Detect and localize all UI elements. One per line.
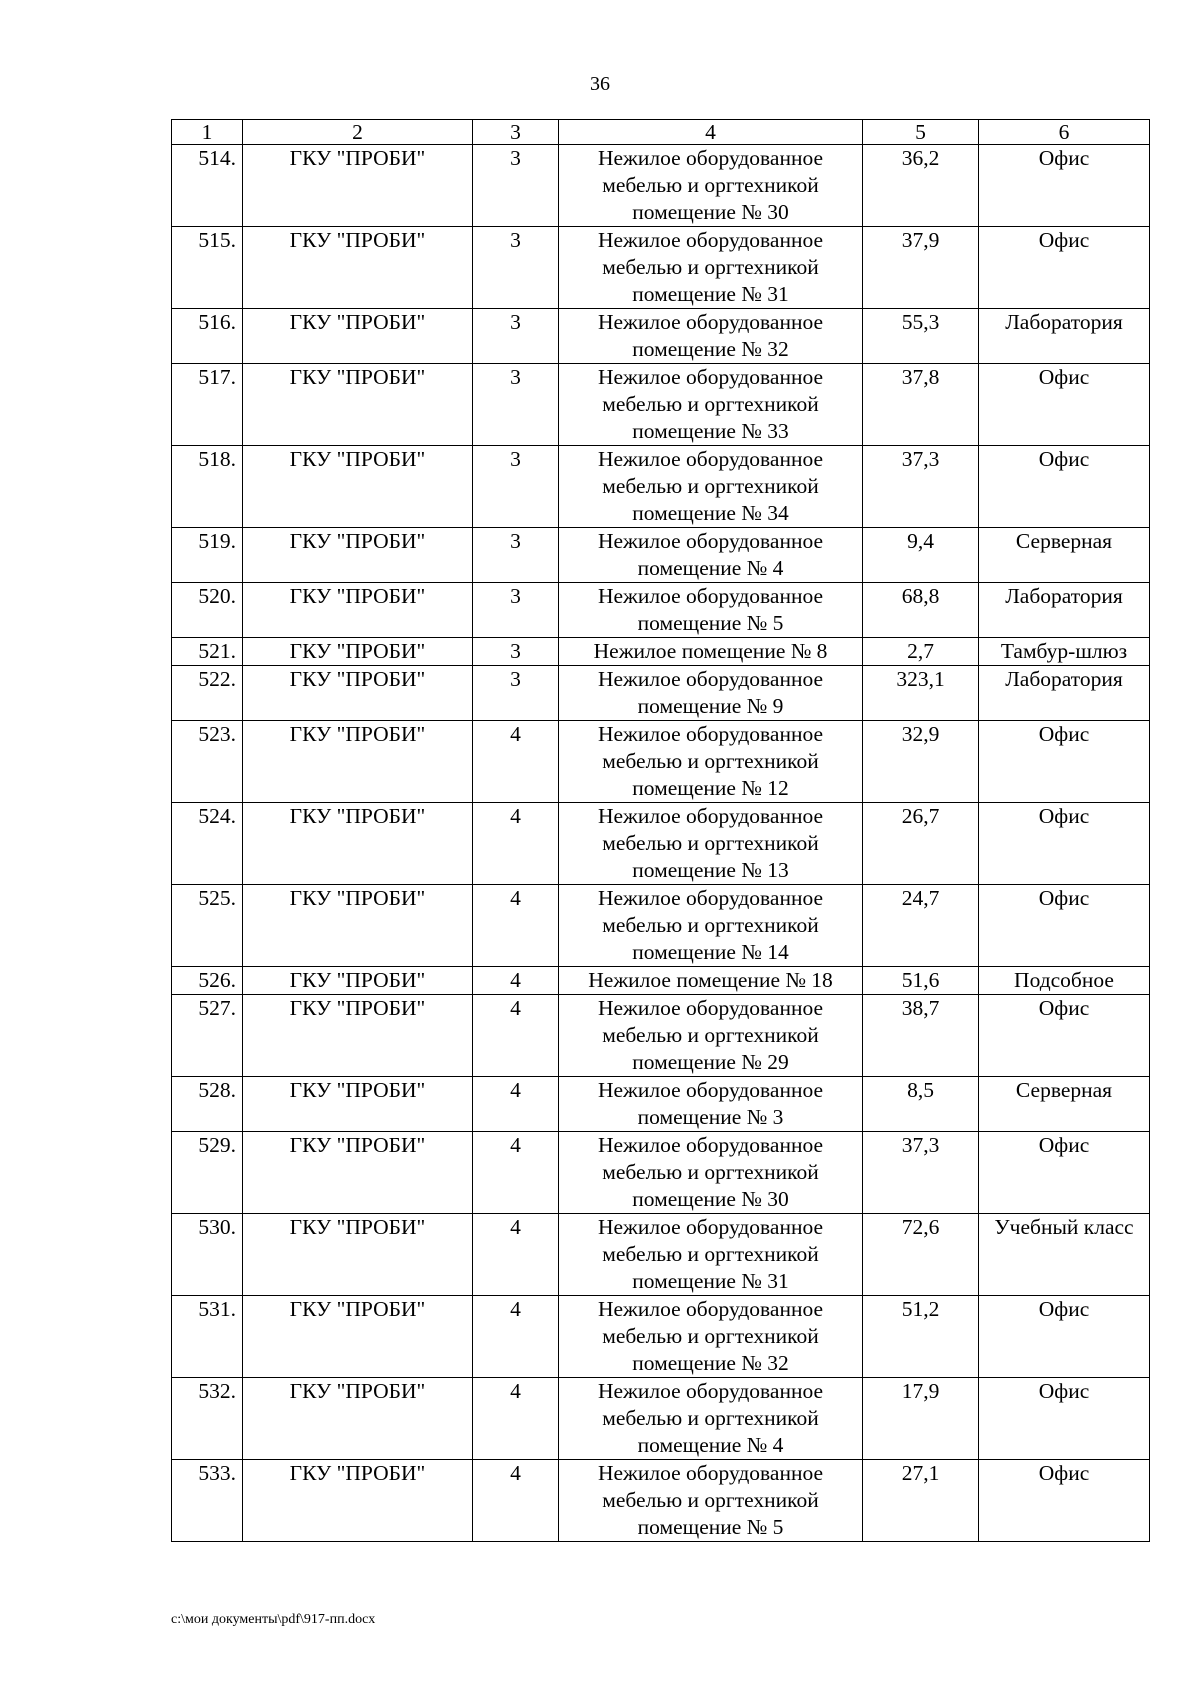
page-number: 36 — [590, 73, 610, 95]
cell-area: 32,9 — [863, 721, 979, 803]
cell-description: Нежилое оборудованное помещение № 4 — [559, 528, 863, 583]
cell-purpose: Офис — [979, 721, 1150, 803]
cell-organization: ГКУ "ПРОБИ" — [243, 995, 473, 1077]
cell-organization: ГКУ "ПРОБИ" — [243, 1296, 473, 1378]
cell-area: 8,5 — [863, 1077, 979, 1132]
cell-description: Нежилое оборудованное помещение № 3 — [559, 1077, 863, 1132]
cell-number: 518. — [172, 446, 243, 528]
cell-purpose: Учебный класс — [979, 1214, 1150, 1296]
cell-number: 532. — [172, 1378, 243, 1460]
cell-description: Нежилое оборудованное мебелью и оргтехникой помещение № 32 — [559, 1296, 863, 1378]
cell-floor: 4 — [473, 1296, 559, 1378]
table-row — [172, 666, 1150, 721]
cell-organization: ГКУ "ПРОБИ" — [243, 666, 473, 721]
cell-purpose: Офис — [979, 364, 1150, 446]
cell-purpose: Подсобное — [979, 967, 1150, 995]
cell-area: 24,7 — [863, 885, 979, 967]
cell-purpose: Офис — [979, 227, 1150, 309]
cell-description: Нежилое оборудованное мебелью и оргтехникой помещение № 29 — [559, 995, 863, 1077]
cell-number: 519. — [172, 528, 243, 583]
cell-floor: 4 — [473, 721, 559, 803]
cell-floor: 4 — [473, 803, 559, 885]
cell-area: 17,9 — [863, 1378, 979, 1460]
cell-purpose: Офис — [979, 1296, 1150, 1378]
cell-description: Нежилое помещение № 18 — [559, 967, 863, 995]
cell-organization: ГКУ "ПРОБИ" — [243, 227, 473, 309]
table-row — [172, 528, 1150, 583]
cell-description: Нежилое оборудованное помещение № 32 — [559, 309, 863, 364]
cell-floor: 3 — [473, 666, 559, 721]
cell-area: 55,3 — [863, 309, 979, 364]
cell-description: Нежилое оборудованное мебелью и оргтехникой помещение № 14 — [559, 885, 863, 967]
table-row — [172, 803, 1150, 885]
cell-area: 37,3 — [863, 1132, 979, 1214]
table-row — [172, 638, 1150, 666]
cell-floor: 3 — [473, 583, 559, 638]
header-col-4: 4 — [559, 120, 863, 145]
cell-description: Нежилое оборудованное мебелью и оргтехникой помещение № 5 — [559, 1460, 863, 1542]
cell-area: 72,6 — [863, 1214, 979, 1296]
cell-number: 522. — [172, 666, 243, 721]
cell-area: 37,8 — [863, 364, 979, 446]
header-col-2: 2 — [243, 120, 473, 145]
cell-number: 516. — [172, 309, 243, 364]
cell-floor: 4 — [473, 1378, 559, 1460]
cell-number: 533. — [172, 1460, 243, 1542]
table-row — [172, 1214, 1150, 1296]
cell-description: Нежилое оборудованное мебелью и оргтехникой помещение № 4 — [559, 1378, 863, 1460]
cell-floor: 3 — [473, 364, 559, 446]
cell-number: 521. — [172, 638, 243, 666]
cell-floor: 4 — [473, 967, 559, 995]
cell-floor: 3 — [473, 309, 559, 364]
cell-area: 2,7 — [863, 638, 979, 666]
cell-area: 51,6 — [863, 967, 979, 995]
cell-description: Нежилое оборудованное мебелью и оргтехникой помещение № 31 — [559, 227, 863, 309]
table-row — [172, 446, 1150, 528]
cell-organization: ГКУ "ПРОБИ" — [243, 145, 473, 227]
table-row — [172, 1296, 1150, 1378]
cell-purpose: Офис — [979, 885, 1150, 967]
cell-purpose: Офис — [979, 803, 1150, 885]
cell-organization: ГКУ "ПРОБИ" — [243, 1077, 473, 1132]
cell-organization: ГКУ "ПРОБИ" — [243, 1132, 473, 1214]
cell-number: 523. — [172, 721, 243, 803]
footer-file-path: c:\мои документы\pdf\917-пп.docx — [171, 1612, 376, 1627]
cell-organization: ГКУ "ПРОБИ" — [243, 967, 473, 995]
cell-purpose: Лаборатория — [979, 666, 1150, 721]
cell-purpose: Лаборатория — [979, 583, 1150, 638]
header-col-5: 5 — [863, 120, 979, 145]
cell-purpose: Серверная — [979, 528, 1150, 583]
cell-organization: ГКУ "ПРОБИ" — [243, 364, 473, 446]
cell-area: 68,8 — [863, 583, 979, 638]
cell-description: Нежилое оборудованное помещение № 9 — [559, 666, 863, 721]
cell-organization: ГКУ "ПРОБИ" — [243, 528, 473, 583]
cell-purpose: Офис — [979, 995, 1150, 1077]
cell-description: Нежилое помещение № 8 — [559, 638, 863, 666]
cell-description: Нежилое оборудованное мебелью и оргтехникой помещение № 34 — [559, 446, 863, 528]
table-row — [172, 145, 1150, 227]
cell-number: 530. — [172, 1214, 243, 1296]
cell-floor: 4 — [473, 995, 559, 1077]
table-row — [172, 364, 1150, 446]
cell-number: 528. — [172, 1077, 243, 1132]
cell-floor: 4 — [473, 1460, 559, 1542]
cell-floor: 3 — [473, 638, 559, 666]
table-row — [172, 227, 1150, 309]
cell-area: 26,7 — [863, 803, 979, 885]
cell-number: 527. — [172, 995, 243, 1077]
table-row — [172, 1132, 1150, 1214]
cell-description: Нежилое оборудованное мебелью и оргтехникой помещение № 31 — [559, 1214, 863, 1296]
cell-description: Нежилое оборудованное мебелью и оргтехникой помещение № 30 — [559, 1132, 863, 1214]
table-row — [172, 1077, 1150, 1132]
cell-organization: ГКУ "ПРОБИ" — [243, 721, 473, 803]
table-row — [172, 967, 1150, 995]
cell-area: 37,3 — [863, 446, 979, 528]
table-row — [172, 583, 1150, 638]
header-col-6: 6 — [979, 120, 1150, 145]
table-row — [172, 721, 1150, 803]
cell-area: 38,7 — [863, 995, 979, 1077]
cell-description: Нежилое оборудованное мебелью и оргтехникой помещение № 30 — [559, 145, 863, 227]
cell-number: 531. — [172, 1296, 243, 1378]
cell-organization: ГКУ "ПРОБИ" — [243, 446, 473, 528]
cell-purpose: Офис — [979, 446, 1150, 528]
table-row — [172, 1460, 1150, 1542]
cell-area: 51,2 — [863, 1296, 979, 1378]
cell-number: 526. — [172, 967, 243, 995]
cell-number: 520. — [172, 583, 243, 638]
table-header-row — [172, 120, 1150, 145]
table-row — [172, 1378, 1150, 1460]
cell-number: 517. — [172, 364, 243, 446]
cell-floor: 3 — [473, 145, 559, 227]
cell-purpose: Офис — [979, 145, 1150, 227]
cell-purpose: Офис — [979, 1378, 1150, 1460]
cell-floor: 4 — [473, 1132, 559, 1214]
cell-purpose: Серверная — [979, 1077, 1150, 1132]
property-table — [171, 119, 1150, 1542]
header-col-3: 3 — [473, 120, 559, 145]
cell-number: 524. — [172, 803, 243, 885]
cell-area: 36,2 — [863, 145, 979, 227]
cell-number: 529. — [172, 1132, 243, 1214]
table-row — [172, 885, 1150, 967]
cell-organization: ГКУ "ПРОБИ" — [243, 1378, 473, 1460]
cell-area: 27,1 — [863, 1460, 979, 1542]
cell-area: 9,4 — [863, 528, 979, 583]
cell-purpose: Тамбур-шлюз — [979, 638, 1150, 666]
cell-description: Нежилое оборудованное мебелью и оргтехникой помещение № 12 — [559, 721, 863, 803]
cell-organization: ГКУ "ПРОБИ" — [243, 1460, 473, 1542]
table-body — [172, 145, 1150, 1542]
cell-floor: 3 — [473, 446, 559, 528]
cell-purpose: Офис — [979, 1460, 1150, 1542]
cell-floor: 4 — [473, 885, 559, 967]
cell-organization: ГКУ "ПРОБИ" — [243, 885, 473, 967]
cell-floor: 4 — [473, 1214, 559, 1296]
header-col-1: 1 — [172, 120, 243, 145]
cell-area: 323,1 — [863, 666, 979, 721]
cell-purpose: Офис — [979, 1132, 1150, 1214]
table-row — [172, 995, 1150, 1077]
cell-number: 515. — [172, 227, 243, 309]
table-row — [172, 309, 1150, 364]
cell-number: 525. — [172, 885, 243, 967]
cell-area: 37,9 — [863, 227, 979, 309]
cell-description: Нежилое оборудованное мебелью и оргтехникой помещение № 33 — [559, 364, 863, 446]
cell-organization: ГКУ "ПРОБИ" — [243, 309, 473, 364]
cell-floor: 3 — [473, 528, 559, 583]
cell-description: Нежилое оборудованное помещение № 5 — [559, 583, 863, 638]
cell-organization: ГКУ "ПРОБИ" — [243, 583, 473, 638]
cell-organization: ГКУ "ПРОБИ" — [243, 803, 473, 885]
cell-description: Нежилое оборудованное мебелью и оргтехникой помещение № 13 — [559, 803, 863, 885]
cell-floor: 3 — [473, 227, 559, 309]
cell-floor: 4 — [473, 1077, 559, 1132]
cell-organization: ГКУ "ПРОБИ" — [243, 1214, 473, 1296]
cell-purpose: Лаборатория — [979, 309, 1150, 364]
cell-organization: ГКУ "ПРОБИ" — [243, 638, 473, 666]
cell-number: 514. — [172, 145, 243, 227]
